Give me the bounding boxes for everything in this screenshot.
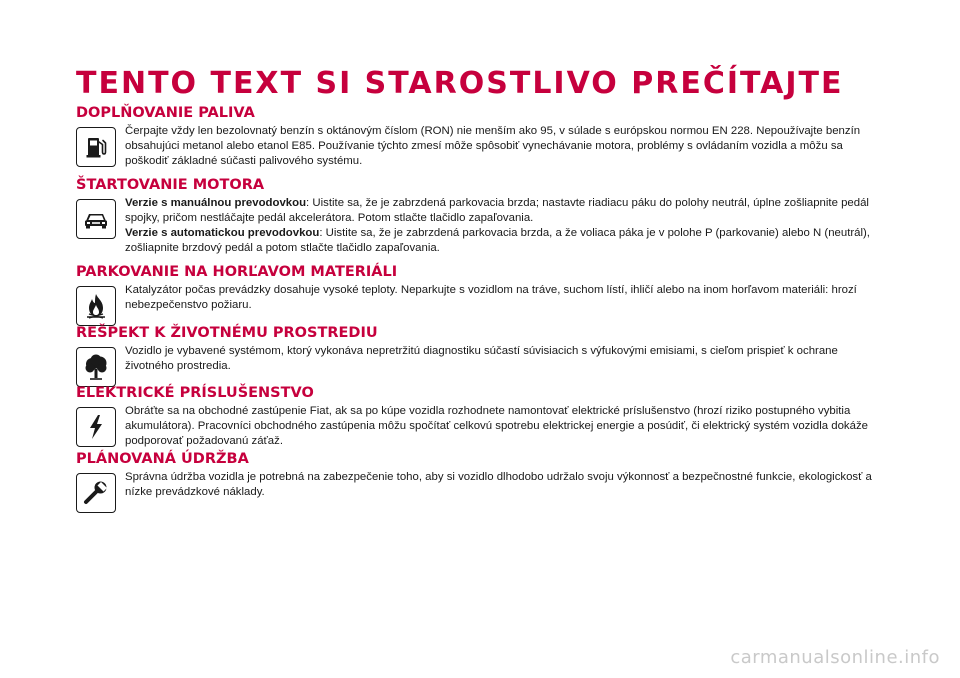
lightning-icon — [76, 407, 116, 447]
section-title: PLÁNOVANÁ ÚDRŽBA — [76, 451, 249, 467]
section-refueling — [76, 104, 876, 169]
section-engine-start — [76, 176, 876, 256]
auto-label: Verzie s automatickou prevodovkou — [125, 227, 320, 239]
watermark: carmanualsonline.info — [730, 647, 940, 668]
section-text: Správna údržba vozidla je potrebná na zabezpečenie toho, aby si vozidlo dlhodobo udržalo svoju výkonnosť a bezpečnostné funkcie, ekologickosť a nízke prevádzkové náklady. — [125, 471, 872, 498]
section-title: PARKOVANIE NA HORĽAVOM MATERIÁLI — [76, 264, 398, 280]
section-text: Verzie s manuálnou prevodovkou: Uistite sa, že je zabrzdená parkovacia brzda; nastavte riadiacu páku do polohy neutrál, úplne zošliapnite pedál spojky, pričom nestláčajte pedál akcelerátora. Potom stlačte tlačidlo zapaľovania. Verzie s automatickou prevodovkou: Uistite sa, že je zabrzdená parkovacia brzda, a že voliaca páka je v polohe P (parkovanie) alebo N (neutrál), zošliapnite brzdový pedál a potom stlačte tlačidlo zapaľovania. — [125, 197, 870, 254]
section-environment — [76, 324, 876, 387]
wrench-icon — [76, 473, 116, 513]
section-title: REŠPEKT K ŽIVOTNÉMU PROSTREDIU — [76, 325, 378, 341]
section-text: Čerpajte vždy len bezolovnatý benzín s oktánovým číslom (RON) nie menším ako 95, v súlade s európskou normou EN 228. Nepoužívajte benzín obsahujúci metanol alebo etanol E85. Používanie týchto zmesí môže spôsobiť vynechávanie motora, problémy s ovládaním vozidla a môžu sa poškodiť základné súčasti palivového systému. — [125, 125, 861, 167]
section-parking-flammable — [76, 263, 876, 326]
section-title: ELEKTRICKÉ PRÍSLUŠENSTVO — [76, 385, 314, 401]
fire-icon — [76, 286, 116, 326]
section-title: DOPLŇOVANIE PALIVA — [76, 105, 255, 121]
car-icon — [76, 199, 116, 239]
page-title: TENTO TEXT SI STAROSTLIVO PREČÍTAJTE — [76, 66, 844, 101]
section-text: Obráťte sa na obchodné zastúpenie Fiat, ak sa po kúpe vozidla rozhodnete namontovať elektrické príslušenstvo (hrozí riziko postupného vybitia akumulátora). Pracovníci obchodného zastúpenia môžu spočítať celkovú spotrebu elektrickej energie a posúdiť, či elektrický systém vozidla dokáže podporovať požadovanú záťaž. — [125, 405, 868, 447]
section-maintenance — [76, 450, 876, 513]
manual-label: Verzie s manuálnou prevodovkou — [125, 197, 307, 209]
tree-icon — [76, 347, 116, 387]
section-electrical — [76, 384, 876, 449]
fuel-pump-icon — [76, 127, 116, 167]
section-title: ŠTARTOVANIE MOTORA — [76, 177, 265, 193]
section-text: Vozidlo je vybavené systémom, ktorý vykonáva nepretržitú diagnostiku súčastí súvisiacich s výfukovými emisiami, s cieľom prispieť k ochrane životného prostredia. — [125, 345, 838, 372]
section-text: Katalyzátor počas prevádzky dosahuje vysoké teploty. Neparkujte s vozidlom na tráve, suchom lístí, ihličí alebo na inom horľavom materiáli: hrozí nebezpečenstvo požiaru. — [125, 284, 857, 311]
